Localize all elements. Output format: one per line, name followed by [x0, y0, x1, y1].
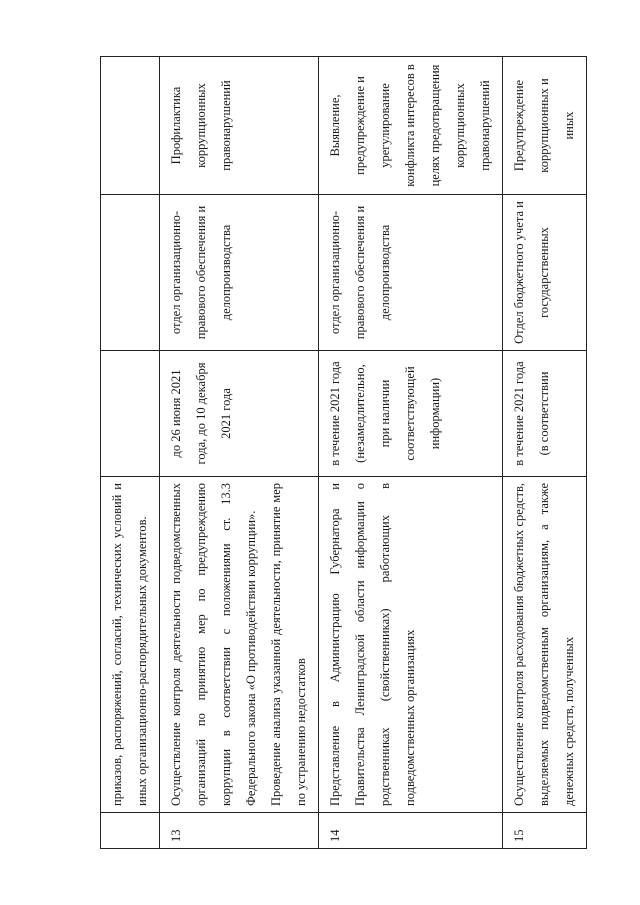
table-row: [319, 57, 503, 849]
goal-cell: Профилактика коррупционных правонарушений: [160, 57, 319, 195]
measure-text: Осуществление контроля деятельности подведомственных организаций по принятию мер по предупреждению коррупции в соответствии с положениями ст. 13.3 Федерального закона «О противодействии коррупции».: [169, 483, 258, 806]
deadline-cell: в течение 2021 года (в соответствии: [503, 351, 587, 477]
measure-cell: [160, 477, 319, 813]
table-row: [101, 57, 160, 849]
row-number-cell: 14: [319, 813, 503, 849]
table-row: [503, 57, 587, 849]
responsible-cell: [101, 195, 160, 351]
row-number-cell: 15: [503, 813, 587, 849]
measure-cell: Представление в Администрацию Губернатора и Правительства Ленинградской области информации о родственниках (свойственниках) работающих в подведомственных организациях: [319, 477, 503, 813]
goal-cell: Предупреждение коррупционных и иных: [503, 57, 587, 195]
deadline-cell: [101, 351, 160, 477]
measure-cell: Осуществление контроля расходования бюджетных средств, выделяемых подведомственным организациям, а также денежных средств, полученных: [503, 477, 587, 813]
measure-text: Проведение анализа указанной деятельности, принятие мер по устранению недостатков: [269, 483, 308, 806]
goal-cell: [101, 57, 160, 195]
goal-cell: Выявление, предупреждение и урегулирование конфликта интересов в целях предотвращения коррупционных правонарушений: [319, 57, 503, 195]
responsible-cell: отдел организационно-правового обеспечения и делопроизводства: [160, 195, 319, 351]
responsible-cell: отдел организационно-правового обеспечения и делопроизводства: [319, 195, 503, 351]
row-number-cell: 13: [160, 813, 319, 849]
row-number-cell: [101, 813, 160, 849]
deadline-cell: в течение 2021 года (незамедлительно, при наличии соответствующей информации): [319, 351, 503, 477]
measure-cell: приказов, распоряжений, согласий, технических условий и иных организационно-распорядительных документов.: [101, 477, 160, 813]
table-row: [160, 57, 319, 849]
action-plan-table: [100, 56, 587, 849]
deadline-cell: до 26 июня 2021 года, до 10 декабря 2021 года: [160, 351, 319, 477]
responsible-cell: Отдел бюджетного учета и государственных: [503, 195, 587, 351]
